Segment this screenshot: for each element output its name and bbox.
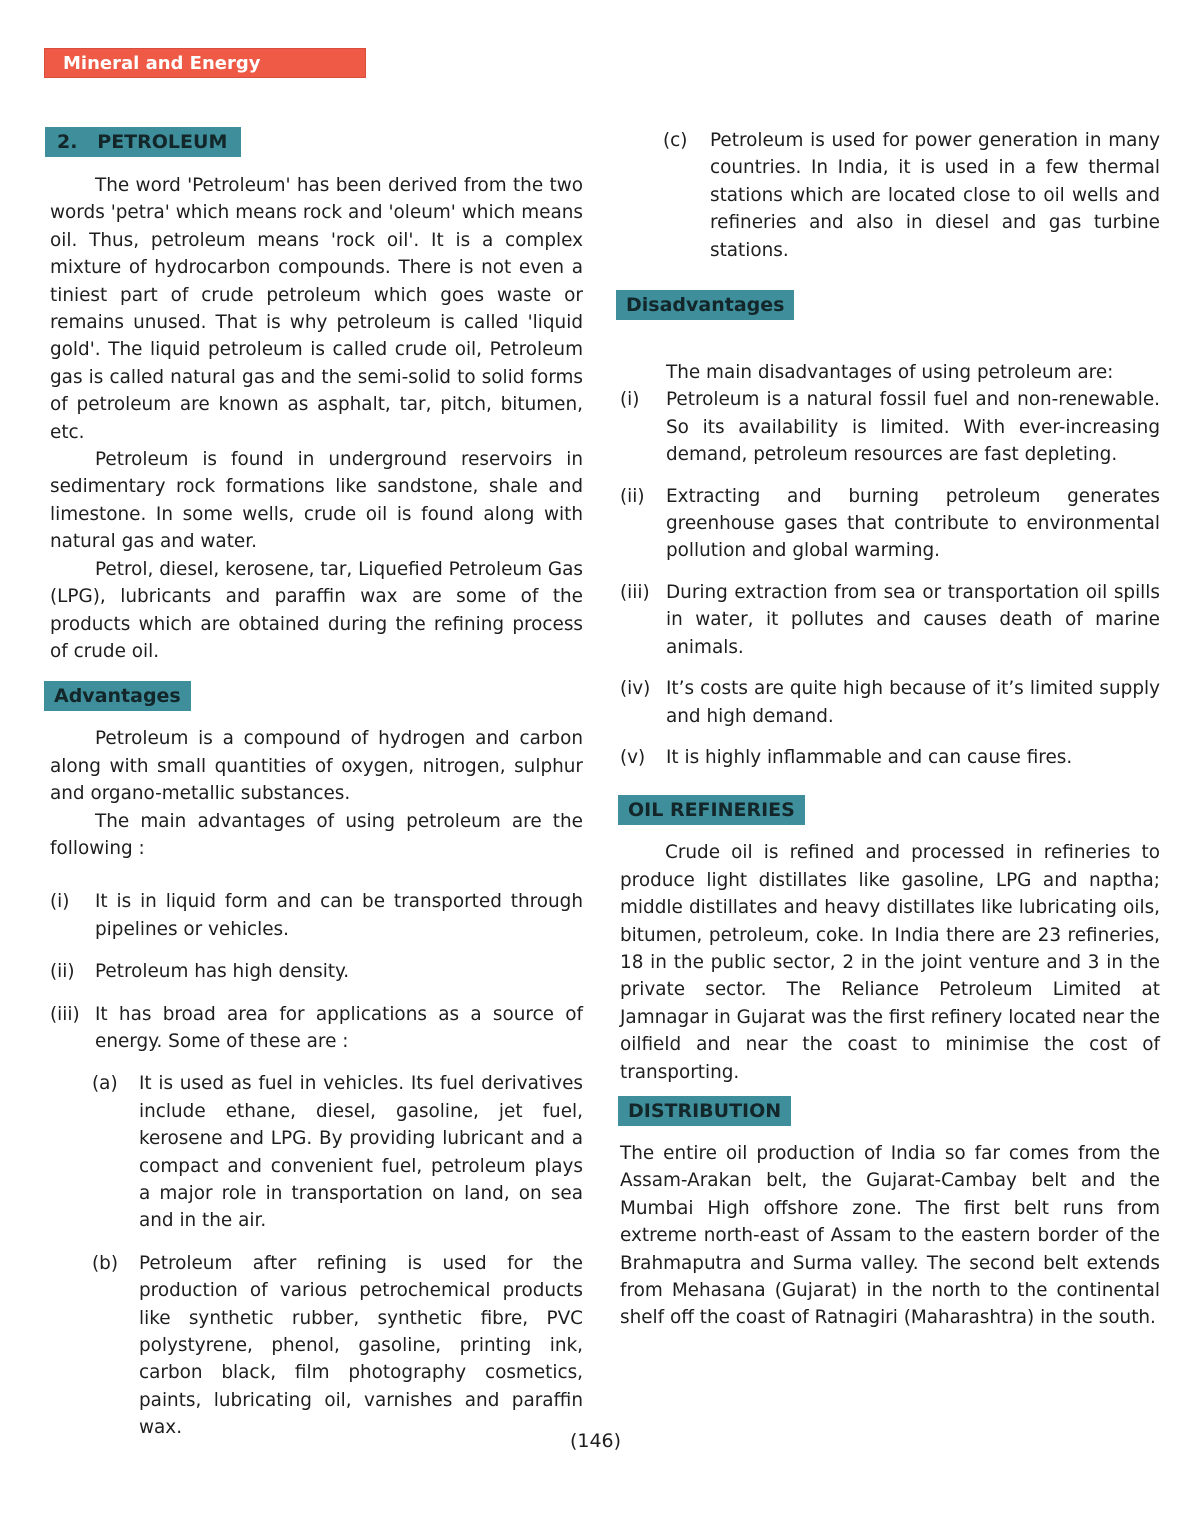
left-column	[50, 120, 583, 1442]
item-number: (ii)	[620, 485, 645, 507]
disadvantage-item	[620, 386, 1160, 468]
item-number: (i)	[50, 891, 70, 913]
item-number: (iii)	[50, 1003, 80, 1025]
item-number: (i)	[620, 389, 640, 411]
chapter-tag: Mineral and Energy Resources	[44, 48, 366, 78]
right-column	[620, 120, 1160, 1332]
item-text: It has broad area for applications as a source of energy. Some of these are :	[95, 1003, 583, 1052]
item-text: Petroleum is used for power generation in many countries. In India, it is used in a few thermal stations which are located close to oil wells and refineries and also in diesel and gas turbine stations.	[710, 130, 1160, 261]
page-number: (146)	[569, 1430, 622, 1452]
disadvantages-heading: Disadvantages	[616, 290, 794, 320]
item-text: Petroleum is a natural fossil fuel and non-renewable. So its availability is limited. With ever-increasing demand, petroleum resources are fast depleting.	[666, 389, 1160, 466]
sub-item	[663, 127, 1160, 264]
advantages-paragraph: Petroleum is a compound of hydrogen and carbon along with small quantities of oxygen, nitrogen, sulphur and organo-metallic substances.	[50, 728, 583, 805]
advantage-item	[50, 888, 583, 943]
item-number: (a)	[92, 1073, 118, 1095]
advantages-paragraph: The main advantages of using petroleum are the following :	[50, 810, 583, 859]
disadvantage-item	[620, 579, 1160, 661]
refineries-paragraph: Crude oil is refined and processed in refineries to produce light distillates like gasoline, LPG and naptha; middle distillates and heavy distillates like lubricating oils, bitumen, petroleum, coke. In India there are 23 refineries, 18 in the public sector, 2 in the joint venture and 3 in the private sector. The Reliance Petroleum Limited at Jamnagar in Gujarat was the first refinery located near the oilfield and near the coast to minimise the cost of transporting.	[620, 842, 1160, 1083]
item-text: Extracting and burning petroleum generates greenhouse gases that contribute to environmental pollution and global warming.	[666, 485, 1160, 562]
item-number: (c)	[663, 130, 688, 151]
intro-paragraph: Petrol, diesel, kerosene, tar, Liquefied Petroleum Gas (LPG), lubricants and paraffin wax are some of the products which are obtained during the refining process of crude oil.	[50, 558, 583, 662]
item-number: (iv)	[620, 678, 651, 700]
distribution-heading: DISTRIBUTION	[618, 1096, 791, 1126]
petroleum-heading: 2. PETROLEUM	[45, 127, 241, 157]
item-text: Petroleum has high density.	[95, 961, 350, 983]
intro-paragraph: Petroleum is found in underground reservoirs in sedimentary rock formations like sandstone, shale and limestone. In some wells, crude oil is found along with natural gas and water.	[50, 449, 583, 553]
advantages-heading: Advantages	[44, 681, 191, 711]
item-number: (ii)	[50, 961, 75, 983]
oil-refineries-heading: OIL REFINERIES	[618, 795, 805, 825]
disadvantage-item	[620, 675, 1160, 730]
disadvantage-item	[620, 744, 1160, 771]
item-text: It is highly inflammable and can cause fires.	[666, 746, 1073, 768]
distribution-paragraph: The entire oil production of India so far comes from the Assam-Arakan belt, the Gujarat-Cambay belt and the Mumbai High offshore zone. The first belt runs from extreme north-east of Assam to the eastern border of the Brahmaputra and Surma valley. The second belt extends from Mehasana (Gujarat) in the north to the continental shelf off the coast of Ratnagiri (Maharashtra) in the south.	[620, 1142, 1160, 1329]
item-number: (v)	[620, 746, 646, 768]
item-number: (iii)	[620, 581, 650, 603]
intro-paragraph: The word 'Petroleum' has been derived from the two words 'petra' which means rock and 'oleum' which means oil. Thus, petroleum means 'rock oil'. It is a complex mixture of hydrocarbon compounds. There is not even a tiniest part of crude petroleum which goes waste or remains unused. That is why petroleum is called 'liquid gold'. The liquid petroleum is called crude oil, Petroleum gas is called natural gas and the semi-solid to solid forms of petroleum are known as asphalt, tar, pitch, bitumen, etc.	[50, 175, 583, 443]
advantage-item	[50, 958, 583, 985]
sub-item	[92, 1070, 583, 1234]
item-text: During extraction from sea or transportation oil spills in water, it pollutes and causes death of marine animals.	[666, 581, 1160, 658]
advantage-item	[50, 1001, 583, 1056]
item-number: (b)	[92, 1252, 119, 1274]
disadvantages-intro: The main disadvantages of using petroleum are:	[666, 362, 1114, 384]
disadvantage-item	[620, 483, 1160, 565]
item-text: It is in liquid form and can be transported through pipelines or vehicles.	[95, 891, 583, 940]
item-text: It is used as fuel in vehicles. Its fuel derivatives include ethane, diesel, gasoline, jet fuel, kerosene and LPG. By providing lubricant and a compact and convenient fuel, petroleum plays a major role in transportation on land, on sea and in the air.	[139, 1073, 583, 1232]
sub-item	[92, 1250, 583, 1442]
item-text: It’s costs are quite high because of it’s limited supply and high demand.	[666, 678, 1160, 727]
item-text: Petroleum after refining is used for the production of various petrochemical products like synthetic rubber, synthetic fibre, PVC polystyrene, phenol, gasoline, printing ink, carbon black, film photography cosmetics, paints, lubricating oil, varnishes and paraffin wax.	[139, 1252, 583, 1439]
